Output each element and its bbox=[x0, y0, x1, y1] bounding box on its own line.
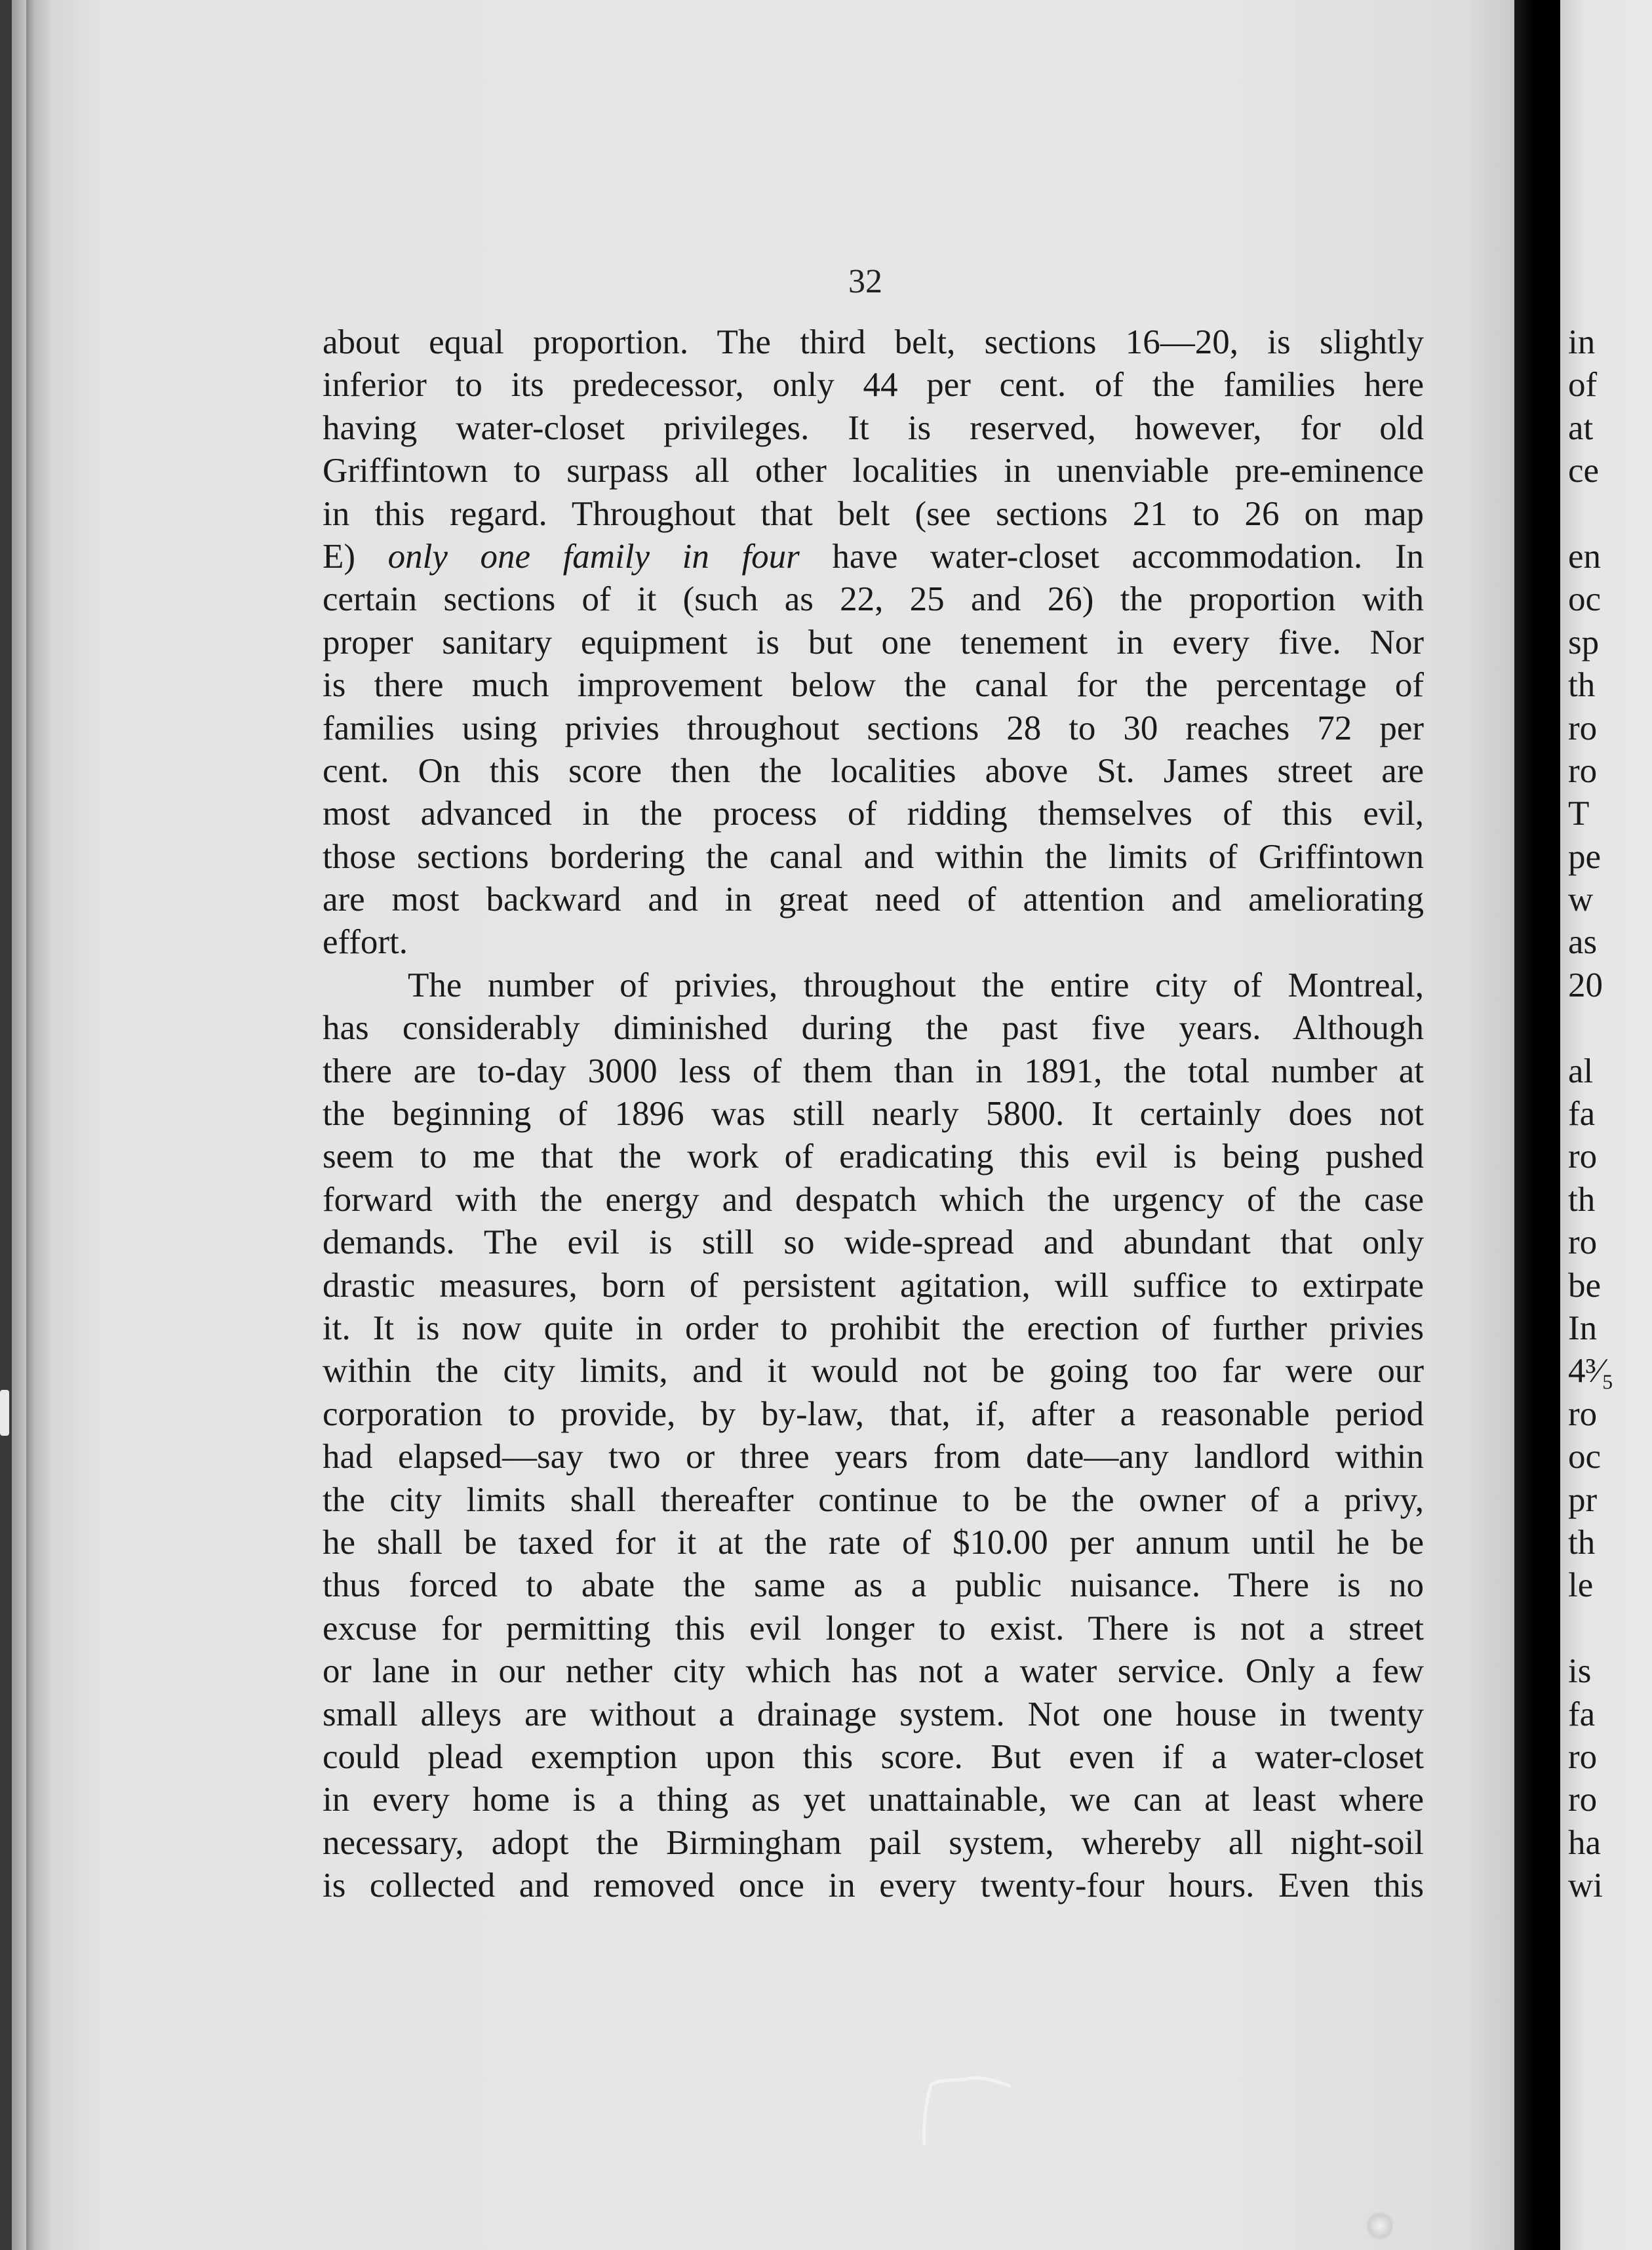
facing-page-fragment: pr bbox=[1568, 1480, 1598, 1519]
scan-blot bbox=[1367, 2209, 1393, 2242]
facing-page-fragment bbox=[1568, 1007, 1652, 1050]
text-line: the beginning of 1896 was still nearly 5800. It certainly does not bbox=[323, 1095, 1424, 1134]
text-line: corporation to provide, by by-law, that, if, after a reasonable period bbox=[323, 1394, 1424, 1433]
text-line: excuse for permitting this evil longer to exist. There is not a street bbox=[323, 1609, 1424, 1648]
text-line: proper sanitary equipment is but one tenement in every five. Nor bbox=[323, 623, 1424, 661]
facing-page-fragment bbox=[1568, 493, 1652, 536]
text-line: demands. The evil is still so wide-spread and abundant that only bbox=[323, 1223, 1424, 1262]
edge-scan-mark bbox=[0, 1390, 9, 1436]
text-line: most advanced in the process of ridding themselves of this evil, bbox=[323, 795, 1424, 833]
book-edge-dark bbox=[0, 0, 12, 2250]
paragraph-start-line: The number of privies, throughout the entire city of Montreal, bbox=[408, 966, 1424, 1004]
text-line: could plead exemption upon this score. But even if a water-closet bbox=[323, 1737, 1424, 1776]
facing-page-fragment: ro bbox=[1568, 751, 1598, 790]
facing-page-fragment: th bbox=[1568, 1523, 1596, 1562]
facing-page-fragment: th bbox=[1568, 666, 1596, 705]
facing-page-fragment: ro bbox=[1568, 1394, 1598, 1433]
facing-page-fragment: ro bbox=[1568, 1137, 1598, 1176]
text-line: necessary, adopt the Birmingham pail system, whereby all night-soil bbox=[323, 1823, 1424, 1862]
facing-page-fragment: ce bbox=[1568, 452, 1600, 490]
facing-page-fragment: w bbox=[1568, 880, 1594, 919]
text-line: is there much improvement below the canal for the percentage of bbox=[323, 666, 1424, 705]
text-line: he shall be taxed for it at the rate of $10.00 per annum until he be bbox=[323, 1523, 1424, 1562]
facing-page-fragment: is bbox=[1568, 1652, 1592, 1691]
book-gutter bbox=[1514, 0, 1560, 2250]
text-line: having water-closet privileges. It is reserved, however, for old bbox=[323, 408, 1424, 447]
facing-page-fragment: pe bbox=[1568, 837, 1602, 876]
text-line: had elapsed—say two or three years from date—any landlord within bbox=[323, 1438, 1424, 1476]
facing-page-fragment: le bbox=[1568, 1566, 1594, 1605]
facing-page-fragment: ro bbox=[1568, 1737, 1598, 1776]
text-fragment: have water-closet accommodation. In bbox=[799, 537, 1424, 576]
pen-mark-icon bbox=[911, 2052, 1016, 2150]
page-body-text bbox=[323, 321, 1424, 1907]
facing-page-fragment: 4³⁄₅ bbox=[1568, 1352, 1614, 1391]
facing-page-fragment: T bbox=[1568, 795, 1590, 833]
text-line: is collected and removed once in every twenty-four hours. Even this bbox=[323, 1866, 1424, 1905]
text-line: seem to me that the work of eradicating this evil is being pushed bbox=[323, 1137, 1424, 1176]
text-line: the city limits shall thereafter continue to be the owner of a privy, bbox=[323, 1480, 1424, 1519]
text-line: has considerably diminished during the past five years. Although bbox=[323, 1009, 1424, 1048]
text-line: thus forced to abate the same as a public nuisance. There is no bbox=[323, 1566, 1424, 1605]
facing-page-fragment: sp bbox=[1568, 623, 1600, 661]
text-line: inferior to its predecessor, only 44 per cent. of the families here bbox=[323, 366, 1424, 405]
facing-page-fragment: at bbox=[1568, 408, 1594, 447]
text-fragment: E) bbox=[323, 537, 388, 576]
text-line: in every home is a thing as yet unattainable, we can at least where bbox=[323, 1781, 1424, 1819]
facing-page-fragment: ha bbox=[1568, 1823, 1602, 1862]
book-edge-pages bbox=[12, 0, 26, 2250]
italic-phrase: only one family in four bbox=[387, 537, 800, 576]
text-line: those sections bordering the canal and within the limits of Griffintown bbox=[323, 837, 1424, 876]
text-line: are most backward and in great need of attention and ameliorating bbox=[323, 880, 1424, 919]
text-line: in this regard. Throughout that belt (see sections 21 to 26 on map bbox=[323, 494, 1424, 533]
text-line-with-italics bbox=[323, 536, 1424, 578]
facing-page-fragment: en bbox=[1568, 537, 1602, 576]
text-line: it. It is now quite in order to prohibit the erection of further privies bbox=[323, 1309, 1424, 1347]
facing-page-fragment: of bbox=[1568, 366, 1598, 405]
facing-page-fragment: al bbox=[1568, 1052, 1594, 1090]
facing-page-fragment: fa bbox=[1568, 1095, 1596, 1134]
facing-page-fragment: th bbox=[1568, 1180, 1596, 1219]
facing-page-fragment: ro bbox=[1568, 709, 1598, 747]
facing-page-fragment: fa bbox=[1568, 1695, 1596, 1733]
facing-page-fragment: In bbox=[1568, 1309, 1598, 1347]
text-line: effort. bbox=[323, 923, 408, 962]
facing-page-fragment bbox=[1568, 1608, 1652, 1650]
text-line: or lane in our nether city which has not a water service. Only a few bbox=[323, 1652, 1424, 1691]
facing-page-text-fragments bbox=[1568, 321, 1652, 1907]
facing-page-fragment: wi bbox=[1568, 1866, 1603, 1905]
text-line: families using privies throughout sections 28 to 30 reaches 72 per bbox=[323, 709, 1424, 747]
facing-page-fragment: oc bbox=[1568, 1438, 1602, 1476]
text-line: there are to-day 3000 less of them than in 1891, the total number at bbox=[323, 1052, 1424, 1090]
text-line: drastic measures, born of persistent agitation, will suffice to extirpate bbox=[323, 1266, 1424, 1305]
facing-page-fragment: in bbox=[1568, 323, 1596, 361]
text-line: small alleys are without a drainage system. Not one house in twenty bbox=[323, 1695, 1424, 1733]
page-number: 32 bbox=[848, 263, 882, 300]
text-line: certain sections of it (such as 22, 25 and 26) the proportion with bbox=[323, 580, 1424, 619]
facing-page-fragment: ro bbox=[1568, 1781, 1598, 1819]
facing-page-fragment: oc bbox=[1568, 580, 1602, 619]
text-line: within the city limits, and it would not be going too far were our bbox=[323, 1352, 1424, 1391]
facing-page-fragment: 20 bbox=[1568, 966, 1603, 1004]
text-line: cent. On this score then the localities above St. James street are bbox=[323, 751, 1424, 790]
text-line: Griffintown to surpass all other localities in unenviable pre-eminence bbox=[323, 452, 1424, 490]
facing-page-fragment: ro bbox=[1568, 1223, 1598, 1262]
text-line: forward with the energy and despatch which the urgency of the case bbox=[323, 1180, 1424, 1219]
text-line: about equal proportion. The third belt, sections 16—20, is slightly bbox=[323, 323, 1424, 361]
facing-page-fragment: be bbox=[1568, 1266, 1602, 1305]
facing-page-fragment: as bbox=[1568, 923, 1598, 962]
